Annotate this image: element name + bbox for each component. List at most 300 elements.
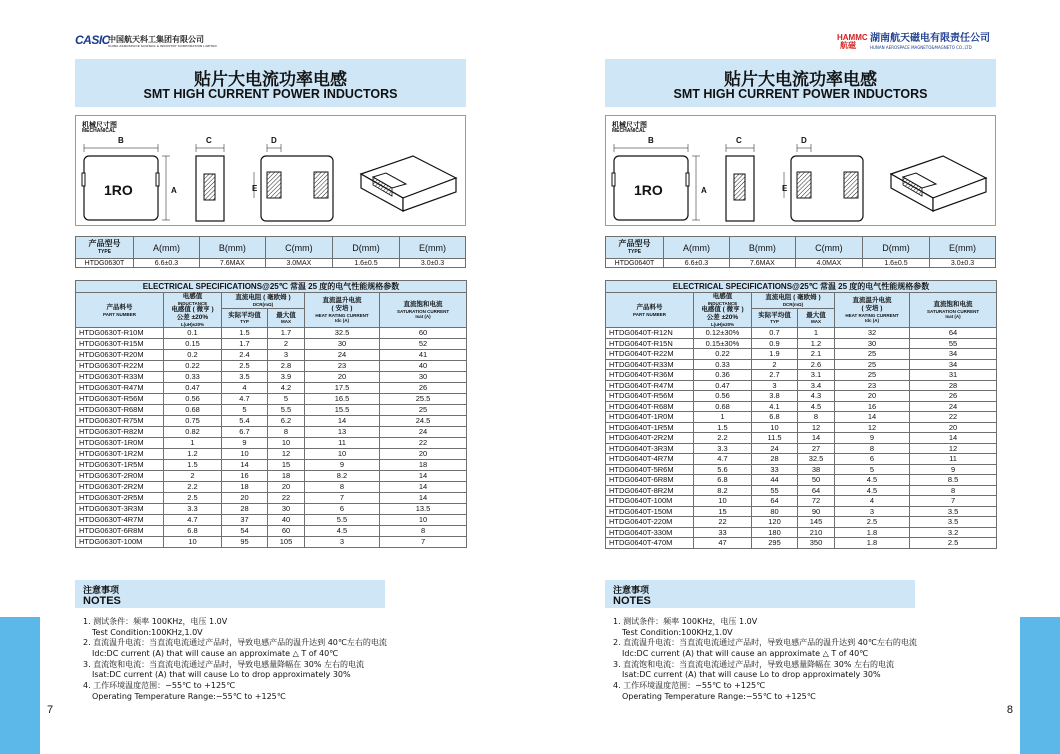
part-number: HTDG0630T-R68M <box>76 405 164 416</box>
dcr-max-value: 145 <box>798 517 835 528</box>
heat-current-value: 16.5 <box>305 394 380 405</box>
dcr-max-value: 1.7 <box>268 328 305 339</box>
dcr-typ-value: 28 <box>222 504 268 515</box>
heat-current-value: 5.5 <box>305 515 380 526</box>
dcr-typ-value: 54 <box>222 526 268 537</box>
dimension-header: D(mm) <box>332 237 399 259</box>
inductance-value: 0.33 <box>694 359 752 370</box>
table-row <box>76 493 467 504</box>
sat-current-value: 8 <box>910 485 997 496</box>
heat-current-value: 1.8 <box>835 527 910 538</box>
part-number: HTDG0640T-R68M <box>606 401 694 412</box>
typ-header-cn: 实际平均值 <box>758 312 791 320</box>
note-line: Test Condition:100KHz,1.0V <box>622 627 733 637</box>
type-value: HTDG0640T <box>606 259 664 268</box>
inductance-value: 2.5 <box>164 493 222 504</box>
inductance-value: 0.68 <box>164 405 222 416</box>
dcr-typ-value: 1.5 <box>222 328 268 339</box>
inductance-tolerance: 公差 ±20% <box>176 314 209 321</box>
dcr-typ-value: 6.7 <box>222 427 268 438</box>
dimension-header: E(mm) <box>400 237 466 259</box>
dcr-max-value: 5.5 <box>268 405 305 416</box>
inductance-value: 5.6 <box>694 464 752 475</box>
inductance-value: 0.15±30% <box>694 338 752 349</box>
sat-unit: Isat (A) <box>415 314 431 319</box>
table-row <box>76 416 467 427</box>
dcr-typ-value: 9 <box>222 438 268 449</box>
notes-title-en: NOTES <box>83 595 121 607</box>
table-row <box>606 454 997 465</box>
sat-header-cn: 直流饱和电流 <box>933 301 973 308</box>
heat-header-sub: ( 安培 ) <box>861 305 883 312</box>
part-number: HTDG0630T-R75M <box>76 416 164 427</box>
type-header <box>606 237 664 259</box>
table-row <box>76 372 467 383</box>
dcr-max-value: 2.8 <box>268 361 305 372</box>
note-line: Idc:DC current (A) that will cause an approximate △ T of 40℃ <box>622 649 869 659</box>
dcr-max-value: 2 <box>268 339 305 350</box>
max-header-en: MAX <box>281 319 291 325</box>
dcr-typ-value: 6.8 <box>752 412 798 423</box>
inductance-value: 10 <box>164 537 222 548</box>
heat-current-value: 30 <box>305 339 380 350</box>
dcr-typ-value: 2 <box>752 359 798 370</box>
part-number: HTDG0630T-2R2M <box>76 482 164 493</box>
title-band <box>75 59 466 107</box>
heat-current-value: 3 <box>305 537 380 548</box>
heat-header-en: HEAT RATING CURRENT <box>845 313 899 318</box>
dcr-max-value: 8 <box>268 427 305 438</box>
dcr-max-value: 8 <box>798 412 835 423</box>
company-name-cn: 湖南航天磁电有限责任公司 <box>870 33 990 44</box>
company-name-cn: 中国航天科工集团有限公司 <box>108 35 204 44</box>
heat-current-value: 1.8 <box>835 538 910 549</box>
company-name-en: CHINA AEROSPACE SCIENCE & INDUSTRY CORPORATION LIMITED <box>108 44 217 48</box>
sat-current-value: 52 <box>380 339 467 350</box>
dcr-typ-value: 4.7 <box>222 394 268 405</box>
inductance-header-en: INDUCTANCE <box>707 301 738 306</box>
dcr-typ-value: 295 <box>752 538 798 549</box>
dcr-unit: DCR(mΩ) <box>252 302 274 308</box>
part-number: HTDG0630T-4R7M <box>76 515 164 526</box>
inductance-value: 0.33 <box>164 372 222 383</box>
table-row <box>606 412 997 423</box>
part-number: HTDG0640T-4R7M <box>606 454 694 465</box>
part-number: HTDG0640T-R47M <box>606 380 694 391</box>
part-number: HTDG0640T-100M <box>606 496 694 507</box>
part-number: HTDG0630T-2R5M <box>76 493 164 504</box>
table-row <box>76 350 467 361</box>
dimension-header: B(mm) <box>199 237 265 259</box>
heat-unit: Idc (A) <box>335 318 349 323</box>
inductance-header-cn: 电感值 <box>182 293 203 300</box>
heat-current-value: 2.5 <box>835 517 910 528</box>
dimension-value: 4.0MAX <box>795 259 862 268</box>
dimension-header: B(mm) <box>729 237 795 259</box>
inductance-value: 15 <box>694 506 752 517</box>
inductance-header <box>164 293 222 328</box>
table-row <box>606 328 997 339</box>
dcr-typ-value: 33 <box>752 464 798 475</box>
part-header-en: PART NUMBER <box>103 311 136 317</box>
table-row <box>606 527 997 538</box>
dimension-header: E(mm) <box>930 237 996 259</box>
dimension-header: A(mm) <box>134 237 200 259</box>
dcr-max-value: 10 <box>268 438 305 449</box>
heat-rating-header <box>305 293 380 328</box>
dcr-typ-value: 4.1 <box>752 401 798 412</box>
dcr-typ-value: 3.5 <box>222 372 268 383</box>
heat-rating-header <box>835 293 910 328</box>
heat-current-value: 9 <box>835 433 910 444</box>
right-page <box>530 0 1060 754</box>
dcr-max-value: 3.9 <box>268 372 305 383</box>
table-row <box>606 359 997 370</box>
casic-logo <box>75 33 217 48</box>
inductance-value: 4.7 <box>694 454 752 465</box>
heat-current-value: 6 <box>305 504 380 515</box>
sat-header-en: SATURATION CURRENT <box>926 309 980 314</box>
inductance-value: 0.47 <box>694 380 752 391</box>
dcr-header-cn: 直流电阻 ( 毫欧姆 ) <box>765 294 821 302</box>
table-row <box>606 380 997 391</box>
electrical-caption: ELECTRICAL SPECIFICATIONS@25℃ 常温 25 度的电气性能规格参数 <box>606 281 997 293</box>
inductance-value: 0.47 <box>164 383 222 394</box>
dimension-header: C(mm) <box>795 237 862 259</box>
inductance-value: 0.22 <box>694 349 752 360</box>
inductance-value: 0.56 <box>164 394 222 405</box>
typ-header-en: TYP <box>770 319 779 325</box>
sat-current-value: 31 <box>910 370 997 381</box>
heat-current-value: 14 <box>835 412 910 423</box>
inductance-value: 2.2 <box>694 433 752 444</box>
sat-header-en: SATURATION CURRENT <box>396 309 450 314</box>
heat-current-value: 6 <box>835 454 910 465</box>
table-row <box>606 496 997 507</box>
inductance-value: 47 <box>694 538 752 549</box>
part-number: HTDG0640T-R36M <box>606 370 694 381</box>
notes-list <box>613 617 917 703</box>
sat-current-value: 7 <box>910 496 997 507</box>
table-row <box>606 370 997 381</box>
inductance-value: 0.75 <box>164 416 222 427</box>
heat-header-sub: ( 安培 ) <box>331 305 353 312</box>
part-number: HTDG0630T-1R2M <box>76 449 164 460</box>
notes-band <box>605 580 915 608</box>
dimension-header: A(mm) <box>664 237 730 259</box>
sat-current-value: 10 <box>380 515 467 526</box>
inductance-value: 0.12±30% <box>694 328 752 339</box>
heat-current-value: 4.5 <box>305 526 380 537</box>
table-row <box>606 338 997 349</box>
inductance-value: 8.2 <box>694 485 752 496</box>
dimension-table <box>605 236 996 268</box>
part-number-header <box>76 293 164 328</box>
dcr-max-value: 4.3 <box>798 391 835 402</box>
dcr-max-value: 3.4 <box>798 380 835 391</box>
dimension-header: D(mm) <box>862 237 929 259</box>
sat-current-value: 26 <box>380 383 467 394</box>
inductance-value: 22 <box>694 517 752 528</box>
dcr-max-value: 5 <box>268 394 305 405</box>
inductance-value: 3.3 <box>694 443 752 454</box>
heat-current-value: 16 <box>835 401 910 412</box>
part-number: HTDG0640T-2R2M <box>606 433 694 444</box>
dcr-typ-value: 95 <box>222 537 268 548</box>
note-line: Isat:DC current (A) that will cause Lo to drop approximately 30% <box>92 670 351 680</box>
dimension-label-b: B <box>648 136 654 145</box>
part-number: HTDG0640T-R15N <box>606 338 694 349</box>
dcr-typ-value: 4 <box>222 383 268 394</box>
dcr-max-value: 72 <box>798 496 835 507</box>
table-row <box>76 504 467 515</box>
dcr-max-value: 22 <box>268 493 305 504</box>
dcr-max-value: 1 <box>798 328 835 339</box>
part-header-cn: 产品料号 <box>106 303 133 311</box>
part-number: HTDG0640T-150M <box>606 506 694 517</box>
dcr-max-value: 18 <box>268 471 305 482</box>
dcr-max-value: 6.2 <box>268 416 305 427</box>
sat-current-value: 25.5 <box>380 394 467 405</box>
sat-current-value: 41 <box>380 350 467 361</box>
dcr-typ-value: 14 <box>222 460 268 471</box>
heat-current-value: 32.5 <box>305 328 380 339</box>
dimension-value: 7.6MAX <box>729 259 795 268</box>
inductance-value: 1.5 <box>164 460 222 471</box>
title-cn: 贴片大电流功率电感 <box>724 70 877 90</box>
inductance-sub: 电感值 ( 微亨 ) <box>701 306 744 313</box>
table-row <box>76 427 467 438</box>
sat-current-value: 14 <box>380 482 467 493</box>
dcr-typ-value: 3.8 <box>752 391 798 402</box>
part-header-cn: 产品料号 <box>636 303 663 311</box>
dcr-max-value: 3 <box>268 350 305 361</box>
typ-header-cn: 实际平均值 <box>228 312 261 320</box>
heat-current-value: 14 <box>305 416 380 427</box>
dcr-typ-value: 37 <box>222 515 268 526</box>
mechanical-label-en: MECHANICAL <box>82 128 116 134</box>
max-header-cn: 最大值 <box>276 312 296 320</box>
dcr-max-value: 14 <box>798 433 835 444</box>
title-cn: 贴片大电流功率电感 <box>194 70 347 90</box>
mechanical-drawing-panel <box>75 115 466 226</box>
sat-current-value: 22 <box>380 438 467 449</box>
part-number: HTDG0640T-8R2M <box>606 485 694 496</box>
part-number: HTDG0630T-R33M <box>76 372 164 383</box>
dimension-header: C(mm) <box>265 237 332 259</box>
title-band <box>605 59 996 107</box>
inductance-value: 1 <box>694 412 752 423</box>
dcr-header-cn: 直流电阻 ( 毫欧姆 ) <box>235 294 291 302</box>
heat-unit: Idc (A) <box>865 318 879 323</box>
table-row <box>606 485 997 496</box>
note-line: Idc:DC current (A) that will cause an approximate △ T of 40℃ <box>92 649 339 659</box>
dimension-label-c: C <box>206 136 212 145</box>
sat-current-value: 14 <box>380 493 467 504</box>
title-en: SMT HIGH CURRENT POWER INDUCTORS <box>673 87 928 101</box>
heat-current-value: 20 <box>305 372 380 383</box>
dcr-typ-value: 5 <box>222 405 268 416</box>
type-header-en: TYPE <box>627 248 642 255</box>
dimension-label-a: A <box>171 186 177 195</box>
dcr-typ-value: 55 <box>752 485 798 496</box>
inductance-value: 6.8 <box>164 526 222 537</box>
dcr-max-header <box>798 309 835 328</box>
dcr-max-value: 12 <box>268 449 305 460</box>
dcr-max-value: 2.6 <box>798 359 835 370</box>
dcr-typ-value: 180 <box>752 527 798 538</box>
inductance-value: 0.1 <box>164 328 222 339</box>
sat-current-value: 24 <box>910 401 997 412</box>
inductance-value: 0.22 <box>164 361 222 372</box>
sat-current-value: 2.5 <box>910 538 997 549</box>
part-number: HTDG0640T-1R5M <box>606 422 694 433</box>
electrical-caption: ELECTRICAL SPECIFICATIONS@25℃ 常温 25 度的电气性能规格参数 <box>76 281 467 293</box>
heat-current-value: 10 <box>305 449 380 460</box>
title-en: SMT HIGH CURRENT POWER INDUCTORS <box>143 87 398 101</box>
dcr-typ-value: 80 <box>752 506 798 517</box>
part-number: HTDG0640T-220M <box>606 517 694 528</box>
hammc-logo-mark-cn: 航磁 <box>840 41 856 50</box>
sat-current-value: 28 <box>910 380 997 391</box>
dimension-table <box>75 236 466 268</box>
dimension-label-d: D <box>271 136 277 145</box>
dcr-unit: DCR(mΩ) <box>782 302 804 308</box>
heat-current-value: 11 <box>305 438 380 449</box>
sat-current-value: 3.5 <box>910 506 997 517</box>
casic-logo-mark: CASIC <box>75 33 110 47</box>
dcr-max-header <box>268 309 305 328</box>
table-row <box>76 471 467 482</box>
table-row <box>606 443 997 454</box>
table-row <box>76 438 467 449</box>
dcr-typ-value: 3 <box>752 380 798 391</box>
page-edge-tab <box>1020 617 1060 754</box>
dcr-typ-value: 64 <box>752 496 798 507</box>
table-row <box>76 449 467 460</box>
table-row <box>76 460 467 471</box>
dcr-max-value: 350 <box>798 538 835 549</box>
note-line: 1. 测试条件：频率 100KHz，电压 1.0V <box>613 617 758 626</box>
notes-title-en: NOTES <box>613 595 651 607</box>
sat-current-value: 25 <box>380 405 467 416</box>
electrical-specifications-table <box>75 280 467 548</box>
heat-current-value: 23 <box>835 380 910 391</box>
type-value: HTDG0630T <box>76 259 134 268</box>
heat-current-value: 30 <box>835 338 910 349</box>
dcr-typ-value: 10 <box>752 422 798 433</box>
inductance-value: 0.56 <box>694 391 752 402</box>
dimension-label-e: E <box>782 184 788 193</box>
dcr-typ-header <box>222 309 268 328</box>
inductance-value: 0.2 <box>164 350 222 361</box>
page-edge-tab <box>0 617 40 754</box>
mechanical-label-en: MECHANICAL <box>612 128 646 134</box>
mechanical-label-cn: 机械尺寸图 <box>82 121 117 129</box>
type-header-cn: 产品型号 <box>618 238 651 248</box>
part-number: HTDG0640T-R22M <box>606 349 694 360</box>
dimension-label-e: E <box>252 184 258 193</box>
sat-current-value: 30 <box>380 372 467 383</box>
type-header-cn: 产品型号 <box>88 238 121 248</box>
part-number: HTDG0630T-2R0M <box>76 471 164 482</box>
notes-list <box>83 617 387 703</box>
dcr-max-value: 4.2 <box>268 383 305 394</box>
heat-current-value: 8.2 <box>305 471 380 482</box>
saturation-header <box>380 293 467 328</box>
heat-current-value: 25 <box>835 370 910 381</box>
dcr-typ-value: 18 <box>222 482 268 493</box>
dcr-typ-value: 2.7 <box>752 370 798 381</box>
table-row <box>606 464 997 475</box>
heat-current-value: 9 <box>305 460 380 471</box>
sat-current-value: 22 <box>910 412 997 423</box>
dimension-value: 6.6±0.3 <box>134 259 200 268</box>
part-number: HTDG0640T-R12N <box>606 328 694 339</box>
heat-current-value: 4.5 <box>835 485 910 496</box>
part-marking: 1RO <box>634 182 663 198</box>
note-line: 1. 测试条件：频率 100KHz，电压 1.0V <box>83 617 228 626</box>
sat-current-value: 34 <box>910 359 997 370</box>
heat-current-value: 20 <box>835 391 910 402</box>
notes-title-cn: 注意事项 <box>613 586 650 596</box>
saturation-header <box>910 293 997 328</box>
typ-header-en: TYP <box>240 319 249 325</box>
dcr-typ-value: 2.5 <box>222 361 268 372</box>
sat-current-value: 55 <box>910 338 997 349</box>
heat-current-value: 4 <box>835 496 910 507</box>
part-number: HTDG0640T-470M <box>606 538 694 549</box>
inductor-drawing <box>76 116 467 227</box>
type-header <box>76 237 134 259</box>
max-header-cn: 最大值 <box>806 312 826 320</box>
page-number: 8 <box>1006 704 1013 716</box>
dcr-typ-value: 5.4 <box>222 416 268 427</box>
inductance-value: 3.3 <box>164 504 222 515</box>
sat-current-value: 34 <box>910 349 997 360</box>
sat-current-value: 64 <box>910 328 997 339</box>
dcr-max-value: 38 <box>798 464 835 475</box>
inductance-value: 0.68 <box>694 401 752 412</box>
inductance-value: 6.8 <box>694 475 752 486</box>
dcr-max-value: 50 <box>798 475 835 486</box>
heat-current-value: 12 <box>835 422 910 433</box>
sat-current-value: 20 <box>910 422 997 433</box>
table-row <box>76 482 467 493</box>
inductance-value: 2.2 <box>164 482 222 493</box>
part-number: HTDG0630T-R82M <box>76 427 164 438</box>
heat-current-value: 25 <box>835 359 910 370</box>
inductance-value: 1 <box>164 438 222 449</box>
dimension-value: 3.0±0.3 <box>400 259 466 268</box>
part-number: HTDG0630T-R20M <box>76 350 164 361</box>
inductance-value: 0.82 <box>164 427 222 438</box>
sat-current-value: 12 <box>910 443 997 454</box>
dcr-max-value: 40 <box>268 515 305 526</box>
heat-header-cn: 直流温升电流 <box>322 297 362 304</box>
table-row <box>606 391 997 402</box>
table-row <box>76 515 467 526</box>
part-number: HTDG0640T-1R0M <box>606 412 694 423</box>
heat-current-value: 15.5 <box>305 405 380 416</box>
inductance-value: 1.2 <box>164 449 222 460</box>
hammc-logo <box>837 33 990 52</box>
dcr-typ-value: 11.5 <box>752 433 798 444</box>
heat-current-value: 8 <box>305 482 380 493</box>
dcr-typ-value: 1.7 <box>222 339 268 350</box>
part-number: HTDG0640T-R33M <box>606 359 694 370</box>
notes-band <box>75 580 385 608</box>
